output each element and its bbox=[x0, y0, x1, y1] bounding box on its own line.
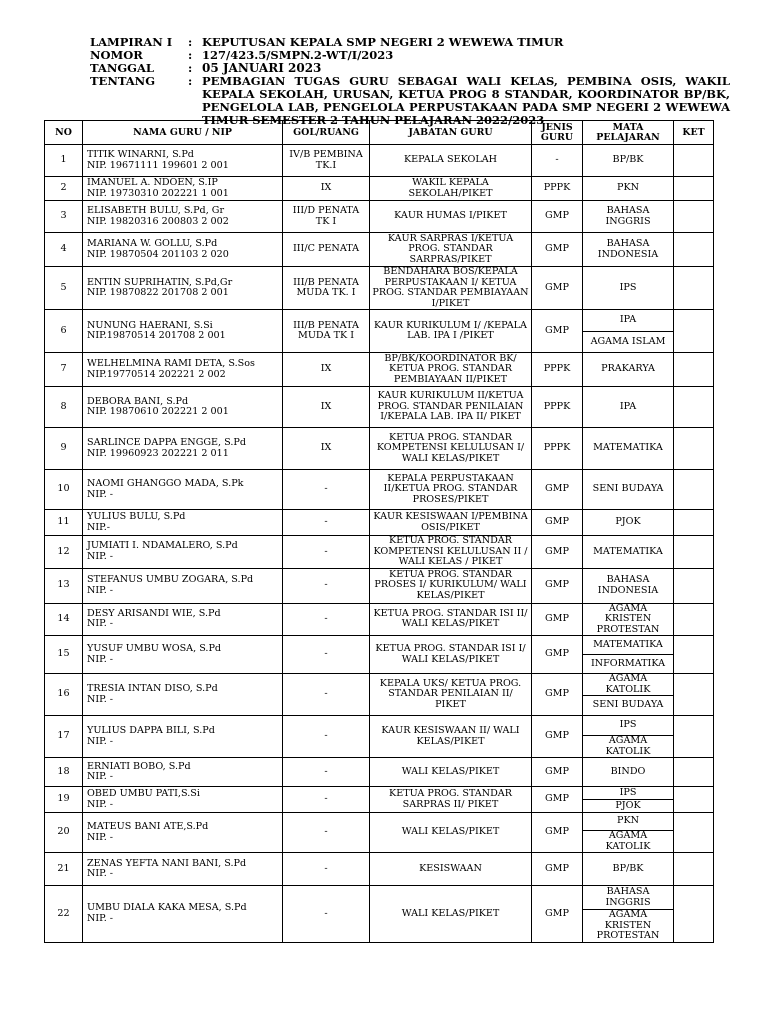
cell-jenis: GMP bbox=[532, 233, 583, 267]
nomor-label: NOMOR bbox=[90, 48, 143, 62]
cell-mapel: AGAMA KATOLIK bbox=[583, 831, 674, 853]
cell-mapel: PJOK bbox=[583, 510, 674, 536]
teacher-nip: NIP. - bbox=[87, 618, 114, 630]
teacher-nip: NIP. - bbox=[87, 735, 114, 747]
col-header-no: NO bbox=[45, 121, 83, 145]
cell-mapel: AGAMA ISLAM bbox=[583, 332, 674, 353]
table-row bbox=[45, 201, 714, 233]
cell-mapel: MATEMATIKA bbox=[583, 428, 674, 470]
teacher-nip: NIP.19870514 201708 2 001 bbox=[87, 330, 226, 341]
cell-jabatan: WALI KELAS/PIKET bbox=[370, 886, 532, 943]
cell-no: 15 bbox=[45, 636, 83, 674]
cell-gol: - bbox=[283, 787, 370, 813]
cell-jenis: GMP bbox=[532, 201, 583, 233]
table-row bbox=[45, 636, 714, 655]
teacher-name: STEFANUS UMBU ZOGARA, S.Pd bbox=[87, 574, 254, 585]
teacher-name: ERNIATI BOBO, S.Pd bbox=[87, 760, 191, 772]
cell-ket bbox=[674, 886, 714, 943]
table-row bbox=[45, 813, 714, 831]
cell-nama bbox=[83, 145, 283, 177]
teacher-name: NAOMI GHANGGO MADA, S.Pk bbox=[87, 478, 244, 489]
cell-ket bbox=[674, 674, 714, 716]
cell-jabatan: KEPALA UKS/ KETUA PROG. STANDAR PENILAIAN II/ PIKET bbox=[370, 674, 532, 716]
cell-jabatan: KETUA PROG. STANDAR ISI II/ WALI KELAS/PIKET bbox=[370, 603, 532, 636]
table-row bbox=[45, 758, 714, 787]
cell-jenis: GMP bbox=[532, 853, 583, 886]
teacher-nip: NIP. - bbox=[87, 653, 114, 665]
table-row bbox=[45, 267, 714, 310]
cell-nama bbox=[83, 813, 283, 853]
cell-mapel: IPA bbox=[583, 387, 674, 428]
teacher-nip: NIP. 19960923 202221 2 011 bbox=[87, 447, 229, 459]
cell-gol: - bbox=[283, 470, 370, 510]
cell-no: 11 bbox=[45, 510, 83, 536]
table-row bbox=[45, 177, 714, 201]
cell-nama bbox=[83, 510, 283, 536]
teacher-name: YULIUS DAPPA BILI, S.Pd bbox=[87, 725, 215, 736]
cell-jabatan: KESISWAAN bbox=[370, 853, 532, 886]
cell-mapel: MATEMATIKA bbox=[583, 636, 674, 655]
cell-nama bbox=[83, 674, 283, 716]
teacher-nip: NIP. 19820316 200803 2 002 bbox=[87, 215, 229, 227]
cell-jenis: GMP bbox=[532, 568, 583, 603]
cell-jenis: GMP bbox=[532, 267, 583, 310]
cell-ket bbox=[674, 758, 714, 787]
header-colon: : bbox=[188, 35, 193, 49]
cell-mapel: INFORMATIKA bbox=[583, 655, 674, 674]
cell-gol: - bbox=[283, 603, 370, 636]
cell-mapel: PRAKARYA bbox=[583, 353, 674, 387]
cell-jabatan: KAUR KESISWAAN II/ WALI KELAS/PIKET bbox=[370, 716, 532, 758]
cell-gol: - bbox=[283, 853, 370, 886]
table-row bbox=[45, 568, 714, 603]
cell-jenis: GMP bbox=[532, 310, 583, 353]
cell-gol: III/B PENATA MUDA TK I bbox=[283, 310, 370, 353]
cell-jenis: GMP bbox=[532, 536, 583, 569]
teacher-nip: NIP. - bbox=[87, 831, 114, 843]
teacher-nip: NIP. - bbox=[87, 550, 114, 562]
col-header-gol: GOL/RUANG bbox=[283, 121, 370, 145]
cell-no: 1 bbox=[45, 145, 83, 177]
teacher-name: TITIK WINARNI, S.Pd bbox=[87, 149, 194, 160]
teacher-nip: NIP. - bbox=[87, 868, 114, 879]
cell-mapel: BINDO bbox=[583, 758, 674, 787]
cell-jenis: GMP bbox=[532, 886, 583, 943]
cell-ket bbox=[674, 177, 714, 201]
cell-ket bbox=[674, 201, 714, 233]
cell-jenis: GMP bbox=[532, 758, 583, 787]
cell-jabatan: KETUA PROG. STANDAR PROSES I/ KURIKULUM/ WALI KELAS/PIKET bbox=[370, 568, 532, 603]
cell-ket bbox=[674, 145, 714, 177]
header-colon: : bbox=[188, 61, 193, 75]
cell-nama bbox=[83, 233, 283, 267]
cell-no: 13 bbox=[45, 568, 83, 603]
cell-nama bbox=[83, 536, 283, 569]
cell-no: 21 bbox=[45, 853, 83, 886]
teacher-name: JUMIATI I. NDAMALERO, S.Pd bbox=[87, 540, 238, 552]
cell-mapel: AGAMA KATOLIK bbox=[583, 736, 674, 758]
col-header-mapel: MATA PELAJARAN bbox=[583, 121, 674, 145]
table-row bbox=[45, 510, 714, 536]
cell-jabatan: KAUR KESISWAAN I/PEMBINA OSIS/PIKET bbox=[370, 510, 532, 536]
cell-nama bbox=[83, 787, 283, 813]
cell-ket bbox=[674, 353, 714, 387]
cell-mapel: BAHASA INGGRIS bbox=[583, 886, 674, 910]
cell-ket bbox=[674, 536, 714, 569]
cell-gol: IX bbox=[283, 428, 370, 470]
cell-mapel: AGAMA KRISTEN PROTESTAN bbox=[583, 910, 674, 943]
cell-jabatan: KAUR KURIKULUM II/KETUA PROG. STANDAR PENILAIAN I/KEPALA LAB. IPA II/ PIKET bbox=[370, 387, 532, 428]
teacher-nip: NIP.19770514 202221 2 002 bbox=[87, 368, 226, 380]
cell-nama bbox=[83, 428, 283, 470]
teacher-name: TRESIA INTAN DISO, S.Pd bbox=[87, 683, 218, 694]
teacher-name: MARIANA W. GOLLU, S.Pd bbox=[87, 238, 218, 249]
cell-gol: - bbox=[283, 568, 370, 603]
cell-no: 20 bbox=[45, 813, 83, 853]
cell-no: 19 bbox=[45, 787, 83, 813]
cell-nama bbox=[83, 758, 283, 787]
cell-no: 2 bbox=[45, 177, 83, 201]
cell-mapel: BP/BK bbox=[583, 853, 674, 886]
teacher-name: NUNUNG HAERANI, S.Si bbox=[87, 319, 213, 331]
table-row bbox=[45, 853, 714, 886]
cell-jabatan: KAUR HUMAS I/PIKET bbox=[370, 201, 532, 233]
cell-ket bbox=[674, 267, 714, 310]
teacher-name: SARLINCE DAPPA ENGGE, S.Pd bbox=[87, 437, 247, 448]
cell-no: 16 bbox=[45, 674, 83, 716]
table-row bbox=[45, 428, 714, 470]
cell-mapel: IPS bbox=[583, 787, 674, 800]
header-colon: : bbox=[188, 48, 193, 62]
teacher-nip: NIP. - bbox=[87, 584, 114, 596]
cell-gol: III/C PENATA bbox=[283, 233, 370, 267]
cell-no: 10 bbox=[45, 470, 83, 510]
cell-jabatan: WALI KELAS/PIKET bbox=[370, 813, 532, 853]
header-colon: : bbox=[188, 74, 193, 88]
cell-no: 17 bbox=[45, 716, 83, 758]
cell-jenis: GMP bbox=[532, 636, 583, 674]
cell-nama bbox=[83, 886, 283, 943]
cell-mapel: BAHASA INDONESIA bbox=[583, 233, 674, 267]
cell-ket bbox=[674, 636, 714, 674]
table-row bbox=[45, 470, 714, 510]
teacher-nip: NIP.- bbox=[87, 521, 110, 533]
cell-jabatan: KAUR SARPRAS I/KETUA PROG. STANDAR SARPRAS/PIKET bbox=[370, 233, 532, 267]
cell-gol: IX bbox=[283, 387, 370, 428]
header-row-nomor bbox=[90, 49, 730, 62]
cell-mapel: MATEMATIKA bbox=[583, 536, 674, 569]
table-row bbox=[45, 145, 714, 177]
teacher-nip: NIP. 19870504 201103 2 020 bbox=[87, 248, 229, 260]
tentang-value: PEMBAGIAN TUGAS GURU SEBAGAI WALI KELAS, PEMBINA OSIS, WAKIL KEPALA SEKOLAH, URUSAN, KETUA PROG 8 STANDAR, KOORDINATOR BP/BK, PENGELOLA LAB, PENGELOLA PERPUSTAKAAN PADA SMP NEGERI 2 WEWEWA TIMUR SEMESTER 2 TAHUN PELAJARAN 2022/2023 bbox=[202, 74, 730, 127]
teacher-name: OBED UMBU PATI,S.Si bbox=[87, 788, 200, 799]
cell-jenis: GMP bbox=[532, 674, 583, 716]
teacher-name: ELISABETH BULU, S.Pd, Gr bbox=[87, 205, 225, 216]
cell-ket bbox=[674, 233, 714, 267]
cell-jabatan: KETUA PROG. STANDAR SARPRAS II/ PIKET bbox=[370, 787, 532, 813]
tanggal-label: TANGGAL bbox=[90, 61, 155, 75]
teacher-assignment-table bbox=[44, 120, 714, 943]
cell-ket bbox=[674, 787, 714, 813]
nomor-value: 127/423.5/SMPN.2-WT/I/2023 bbox=[202, 48, 394, 62]
cell-nama bbox=[83, 636, 283, 674]
cell-no: 14 bbox=[45, 603, 83, 636]
cell-jenis: GMP bbox=[532, 716, 583, 758]
col-header-nama: NAMA GURU / NIP bbox=[83, 121, 283, 145]
cell-nama bbox=[83, 177, 283, 201]
cell-mapel: AGAMA KRISTEN PROTESTAN bbox=[583, 603, 674, 636]
cell-gol: - bbox=[283, 886, 370, 943]
cell-gol: - bbox=[283, 758, 370, 787]
cell-gol: III/D PENATA TK I bbox=[283, 201, 370, 233]
cell-nama bbox=[83, 310, 283, 353]
cell-jabatan: KETUA PROG. STANDAR KOMPETENSI KELULUSAN II / WALI KELAS / PIKET bbox=[370, 536, 532, 569]
cell-gol: - bbox=[283, 716, 370, 758]
teacher-nip: NIP. - bbox=[87, 693, 114, 705]
cell-ket bbox=[674, 428, 714, 470]
cell-no: 5 bbox=[45, 267, 83, 310]
teacher-name: ZENAS YEFTA NANI BANI, S.Pd bbox=[87, 857, 247, 869]
cell-nama bbox=[83, 387, 283, 428]
cell-gol: - bbox=[283, 536, 370, 569]
teacher-nip: NIP. - bbox=[87, 488, 114, 500]
cell-jenis: GMP bbox=[532, 603, 583, 636]
teacher-name: YULIUS BULU, S.Pd bbox=[87, 511, 186, 522]
table-row bbox=[45, 716, 714, 736]
cell-jabatan: KETUA PROG. STANDAR ISI I/ WALI KELAS/PIKET bbox=[370, 636, 532, 674]
table-row bbox=[45, 886, 714, 910]
cell-nama bbox=[83, 201, 283, 233]
cell-gol: IX bbox=[283, 353, 370, 387]
col-header-jabatan: JABATAN GURU bbox=[370, 121, 532, 145]
table-row bbox=[45, 387, 714, 428]
teacher-name: DEBORA BANI, S.Pd bbox=[87, 395, 189, 407]
cell-jenis: PPPK bbox=[532, 387, 583, 428]
cell-no: 4 bbox=[45, 233, 83, 267]
cell-ket bbox=[674, 470, 714, 510]
cell-ket bbox=[674, 510, 714, 536]
cell-jabatan: KETUA PROG. STANDAR KOMPETENSI KELULUSAN I/ WALI KELAS/PIKET bbox=[370, 428, 532, 470]
col-header-jenis: JENIS GURU bbox=[532, 121, 583, 145]
cell-nama bbox=[83, 470, 283, 510]
table-row bbox=[45, 310, 714, 332]
teacher-name: YUSUF UMBU WOSA, S.Pd bbox=[87, 643, 222, 654]
table-body bbox=[45, 145, 714, 943]
teacher-name: UMBU DIALA KAKA MESA, S.Pd bbox=[87, 902, 247, 914]
cell-jenis: GMP bbox=[532, 510, 583, 536]
teacher-nip: NIP. 19870610 202221 2 001 bbox=[87, 406, 229, 417]
cell-gol: - bbox=[283, 636, 370, 674]
cell-jenis: PPPK bbox=[532, 428, 583, 470]
cell-gol: - bbox=[283, 813, 370, 853]
cell-nama bbox=[83, 353, 283, 387]
lampiran-label: LAMPIRAN I bbox=[90, 35, 173, 49]
cell-gol: IX bbox=[283, 177, 370, 201]
cell-mapel: BP/BK bbox=[583, 145, 674, 177]
cell-jabatan: KEPALA PERPUSTAKAAN II/KETUA PROG. STANDAR PROSES/PIKET bbox=[370, 470, 532, 510]
cell-mapel: AGAMA KATOLIK bbox=[583, 674, 674, 696]
cell-nama bbox=[83, 716, 283, 758]
cell-nama bbox=[83, 568, 283, 603]
lampiran-value: KEPUTUSAN KEPALA SMP NEGERI 2 WEWEWA TIMUR bbox=[202, 35, 564, 49]
cell-mapel: IPS bbox=[583, 267, 674, 310]
cell-jenis: PPPK bbox=[532, 177, 583, 201]
cell-ket bbox=[674, 716, 714, 758]
cell-gol: IV/B PEMBINA TK.I bbox=[283, 145, 370, 177]
cell-no: 3 bbox=[45, 201, 83, 233]
teacher-name: IMANUEL A. NDOEN, S.IP bbox=[87, 177, 218, 188]
cell-nama bbox=[83, 603, 283, 636]
cell-ket bbox=[674, 853, 714, 886]
cell-mapel: BAHASA INGGRIS bbox=[583, 201, 674, 233]
teacher-nip: NIP. 19730310 202221 1 001 bbox=[87, 187, 229, 199]
cell-no: 12 bbox=[45, 536, 83, 569]
teacher-name: DESY ARISANDI WIE, S.Pd bbox=[87, 607, 221, 619]
teacher-name: WELHELMINA RAMI DETA, S.Sos bbox=[87, 358, 255, 369]
teacher-nip: NIP. - bbox=[87, 912, 114, 924]
tentang-label: TENTANG bbox=[90, 74, 156, 88]
cell-ket bbox=[674, 387, 714, 428]
cell-ket bbox=[674, 310, 714, 353]
cell-no: 9 bbox=[45, 428, 83, 470]
cell-mapel: SENI BUDAYA bbox=[583, 696, 674, 716]
cell-nama bbox=[83, 853, 283, 886]
teacher-name: MATEUS BANI ATE,S.Pd bbox=[87, 821, 209, 832]
cell-no: 7 bbox=[45, 353, 83, 387]
tanggal-value: 05 JANUARI 2023 bbox=[202, 61, 322, 75]
cell-mapel: SENI BUDAYA bbox=[583, 470, 674, 510]
cell-jabatan: KEPALA SEKOLAH bbox=[370, 145, 532, 177]
table-row bbox=[45, 603, 714, 636]
table-header-row bbox=[45, 121, 714, 145]
cell-ket bbox=[674, 813, 714, 853]
cell-gol: - bbox=[283, 510, 370, 536]
header-row-lampiran bbox=[90, 36, 730, 49]
cell-jenis: GMP bbox=[532, 470, 583, 510]
cell-ket bbox=[674, 568, 714, 603]
cell-mapel: BAHASA INDONESIA bbox=[583, 568, 674, 603]
teacher-nip: NIP. 19671111 199601 2 001 bbox=[87, 159, 229, 171]
cell-jenis: - bbox=[532, 145, 583, 177]
cell-gol: - bbox=[283, 674, 370, 716]
table-row bbox=[45, 233, 714, 267]
cell-mapel: IPS bbox=[583, 716, 674, 736]
document-header bbox=[90, 36, 730, 127]
cell-no: 6 bbox=[45, 310, 83, 353]
cell-jenis: GMP bbox=[532, 787, 583, 813]
cell-no: 8 bbox=[45, 387, 83, 428]
table-row bbox=[45, 674, 714, 696]
cell-jabatan: BP/BK/KOORDINATOR BK/ KETUA PROG. STANDAR PEMBIAYAAN II/PIKET bbox=[370, 353, 532, 387]
cell-mapel: PJOK bbox=[583, 800, 674, 813]
col-header-ket: KET bbox=[674, 121, 714, 145]
teacher-nip: NIP. - bbox=[87, 771, 114, 782]
table-row bbox=[45, 353, 714, 387]
teacher-name: ENTIN SUPRIHATIN, S.Pd,Gr bbox=[87, 276, 233, 288]
cell-gol: III/B PENATA MUDA TK. I bbox=[283, 267, 370, 310]
cell-jabatan: WALI KELAS/PIKET bbox=[370, 758, 532, 787]
table-row bbox=[45, 787, 714, 800]
cell-mapel: IPA bbox=[583, 310, 674, 332]
cell-jabatan: BENDAHARA BOS/KEPALA PERPUSTAKAAN I/ KETUA PROG. STANDAR PEMBIAYAAN I/PIKET bbox=[370, 267, 532, 310]
table-row bbox=[45, 536, 714, 569]
cell-jabatan: WAKIL KEPALA SEKOLAH/PIKET bbox=[370, 177, 532, 201]
cell-mapel: PKN bbox=[583, 813, 674, 831]
teacher-nip: NIP. - bbox=[87, 798, 114, 810]
cell-mapel: PKN bbox=[583, 177, 674, 201]
cell-ket bbox=[674, 603, 714, 636]
cell-jabatan: KAUR KURIKULUM I/ /KEPALA LAB. IPA I /PIKET bbox=[370, 310, 532, 353]
cell-jenis: PPPK bbox=[532, 353, 583, 387]
teacher-nip: NIP. 19870822 201708 2 001 bbox=[87, 287, 229, 298]
cell-no: 18 bbox=[45, 758, 83, 787]
cell-jenis: GMP bbox=[532, 813, 583, 853]
cell-nama bbox=[83, 267, 283, 310]
cell-no: 22 bbox=[45, 886, 83, 943]
